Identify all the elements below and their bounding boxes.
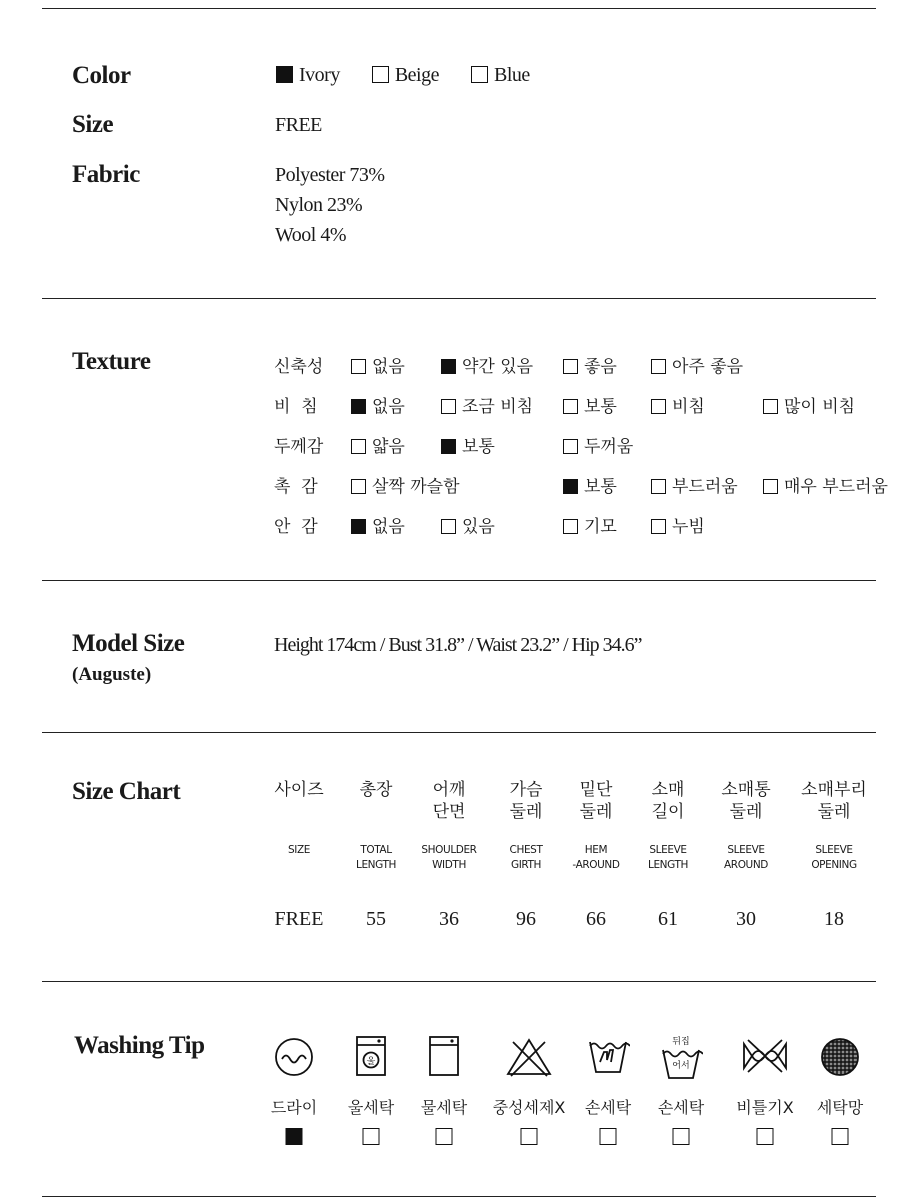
- washing-label: 울세탁: [347, 1098, 395, 1117]
- no-bleach-icon: [505, 1036, 553, 1083]
- water-wash-icon: [427, 1034, 461, 1083]
- size-col-header-en: [356, 843, 396, 873]
- checkbox[interactable]: [763, 479, 778, 494]
- laundry-net-icon: [819, 1036, 861, 1083]
- checkbox[interactable]: [651, 399, 666, 414]
- checkbox[interactable]: [351, 439, 366, 454]
- checkbox[interactable]: [441, 359, 456, 374]
- texture-option[interactable]: [441, 432, 495, 457]
- color-option-beige[interactable]: Beige: [372, 64, 439, 87]
- texture-option-label: 매우 부드러움: [784, 477, 888, 497]
- washing-label: 중성세제X: [492, 1098, 566, 1117]
- divider-model: [42, 732, 876, 733]
- checkbox[interactable]: [351, 479, 366, 494]
- checkbox[interactable]: [441, 439, 456, 454]
- texture-option-label: 비침: [672, 397, 705, 417]
- size-col-header-line: 둘레: [729, 802, 763, 822]
- texture-row-name: 두께감: [274, 437, 324, 457]
- size-value-cell: 66: [586, 908, 606, 930]
- texture-option[interactable]: [563, 392, 617, 417]
- texture-option-label: 기모: [584, 517, 617, 537]
- size-col-header: [510, 779, 543, 823]
- size-col-header-en-line: SHOULDER: [421, 844, 477, 856]
- size-value-cell: 36: [439, 908, 459, 930]
- texture-option-label: 아주 좋음: [672, 357, 744, 377]
- divider-bottom: [42, 1196, 876, 1197]
- size-col-header-en: [724, 843, 768, 873]
- size-col-header-en: [648, 843, 688, 873]
- texture-option-label: 조금 비침: [462, 397, 534, 417]
- checkbox[interactable]: [441, 399, 456, 414]
- washing-label: 손세탁: [584, 1098, 632, 1117]
- hand-wash-inside-out-icon: [659, 1034, 703, 1085]
- checkbox[interactable]: [563, 479, 578, 494]
- size-col-header-en-line: OPENING: [811, 859, 857, 871]
- size-col-header-line: 사이즈: [274, 780, 324, 800]
- size-value-cell: 61: [658, 908, 678, 930]
- texture-option[interactable]: [351, 512, 405, 537]
- texture-option-label: 좋음: [584, 357, 617, 377]
- texture-option-label: 보통: [584, 397, 617, 417]
- texture-option-label: 없음: [372, 357, 405, 377]
- texture-option[interactable]: [441, 392, 533, 417]
- texture-option[interactable]: [563, 352, 617, 377]
- size-col-header-en: [288, 843, 310, 858]
- size-col-header-line: 소매: [651, 780, 685, 800]
- dry-clean-icon: [273, 1036, 315, 1083]
- model-name: (Auguste): [72, 664, 152, 685]
- texture-option-label: 없음: [372, 397, 405, 417]
- divider-top: [42, 8, 876, 9]
- washing-label: 드라이: [270, 1098, 318, 1117]
- washing-checkbox[interactable]: [521, 1128, 538, 1145]
- texture-option[interactable]: [651, 472, 738, 497]
- texture-option-label: 있음: [462, 517, 495, 537]
- model-measurements: Height 174cm / Bust 31.8” / Waist 23.2” / Hip 34.6”: [274, 634, 642, 656]
- size-col-header-line: 가슴: [509, 780, 543, 800]
- checkbox[interactable]: [441, 519, 456, 534]
- size-col-header-line: 소매통: [721, 780, 771, 800]
- texture-option-label: 부드러움: [672, 477, 738, 497]
- texture-row-name: 촉 감: [274, 477, 318, 497]
- size-value-cell: 18: [824, 908, 844, 930]
- checkbox[interactable]: [651, 479, 666, 494]
- size-col-header-line: 총장: [359, 780, 393, 800]
- model-size-label: Model Size: [72, 630, 185, 657]
- size-col-header: [433, 779, 466, 823]
- color-option-ivory[interactable]: Ivory: [276, 64, 340, 87]
- size-col-header-en: [811, 843, 856, 873]
- divider-info: [42, 298, 876, 299]
- texture-option[interactable]: [351, 472, 460, 497]
- color-options: [276, 64, 530, 87]
- texture-option[interactable]: [563, 472, 617, 497]
- washing-label: 세탁망: [816, 1098, 864, 1117]
- washing-checkbox[interactable]: [673, 1128, 690, 1145]
- checkbox[interactable]: [372, 66, 389, 83]
- color-option-blue[interactable]: Blue: [471, 64, 530, 87]
- checkbox[interactable]: [563, 519, 578, 534]
- texture-option[interactable]: [563, 512, 617, 537]
- texture-option[interactable]: [441, 512, 495, 537]
- size-col-header-en: [421, 843, 476, 873]
- size-value: FREE: [275, 114, 322, 136]
- size-col-header-en-line: SLEEVE: [727, 844, 765, 856]
- size-col-header: [360, 779, 393, 801]
- size-col-header-en-line: AROUND: [724, 859, 768, 871]
- size-col-header-line: 둘레: [579, 802, 613, 822]
- size-value-cell: 30: [736, 908, 756, 930]
- size-col-header-line: 어깨: [432, 780, 466, 800]
- texture-option-label: 약간 있음: [462, 357, 534, 377]
- size-col-header-line: 길이: [651, 802, 685, 822]
- wool-wash-icon: [354, 1034, 388, 1083]
- texture-option[interactable]: [563, 432, 633, 457]
- size-col-header-en-line: LENGTH: [355, 859, 397, 871]
- size-value-cell: 96: [516, 908, 536, 930]
- checkbox[interactable]: [763, 399, 778, 414]
- size-col-header-line: 소매부리: [801, 780, 867, 800]
- size-col-header: [580, 779, 613, 823]
- checkbox[interactable]: [471, 66, 488, 83]
- size-col-header-en-line: GIRTH: [510, 859, 542, 871]
- size-label: Size: [72, 111, 114, 138]
- size-col-header-line: 둘레: [817, 802, 851, 822]
- size-col-header-en-line: SIZE: [288, 844, 310, 856]
- texture-option[interactable]: [651, 512, 705, 537]
- size-chart-label: Size Chart: [72, 778, 181, 805]
- size-col-header-line: 단면: [432, 802, 466, 822]
- checkbox[interactable]: [563, 399, 578, 414]
- texture-option[interactable]: [351, 432, 405, 457]
- size-col-header: [652, 779, 685, 823]
- texture-option[interactable]: [351, 392, 405, 417]
- color-label: Color: [72, 62, 131, 89]
- texture-row-name: 비 침: [274, 397, 318, 417]
- fabric-label: Fabric: [72, 161, 140, 188]
- size-col-header-en-line: LENGTH: [647, 859, 689, 871]
- texture-option[interactable]: [651, 352, 743, 377]
- size-col-header: [721, 779, 770, 823]
- texture-label: Texture: [72, 348, 151, 375]
- washing-tip-label: Washing Tip: [74, 1032, 205, 1059]
- texture-option-label: 누빔: [672, 517, 705, 537]
- washing-checkbox[interactable]: [286, 1128, 303, 1145]
- checkbox[interactable]: [563, 359, 578, 374]
- washing-checkbox[interactable]: [363, 1128, 380, 1145]
- hand-wash-icon: [586, 1036, 630, 1081]
- svg-text:어서: 어서: [672, 1061, 690, 1071]
- washing-checkbox[interactable]: [600, 1128, 617, 1145]
- size-col-header-en-line: SLEEVE: [649, 844, 687, 856]
- size-col-header-en-line: WIDTH: [432, 859, 466, 871]
- no-wring-icon: [738, 1036, 792, 1081]
- washing-checkbox[interactable]: [436, 1128, 453, 1145]
- checkbox[interactable]: [351, 359, 366, 374]
- svg-text:울: 울: [366, 1057, 376, 1067]
- texture-row-name: 신축성: [274, 357, 324, 377]
- checkbox[interactable]: [563, 439, 578, 454]
- checkbox[interactable]: [651, 359, 666, 374]
- size-col-header-line: 둘레: [509, 802, 543, 822]
- size-col-header-en-line: CHEST: [509, 844, 543, 856]
- checkbox[interactable]: [351, 399, 366, 414]
- washing-label: 물세탁: [420, 1098, 468, 1117]
- divider-size-chart: [42, 981, 876, 982]
- size-col-header: [274, 779, 323, 801]
- texture-option[interactable]: [651, 392, 705, 417]
- divider-texture: [42, 580, 876, 581]
- washing-label: 비틀기X: [736, 1098, 794, 1117]
- size-col-header-en: [572, 843, 619, 873]
- size-col-header-en-line: SLEEVE: [815, 844, 853, 856]
- texture-option[interactable]: [763, 392, 855, 417]
- texture-option-label: 보통: [584, 477, 617, 497]
- svg-text:뒤집: 뒤집: [672, 1037, 690, 1047]
- size-value-cell: FREE: [274, 908, 324, 930]
- size-col-header-en-line: -AROUND: [572, 859, 620, 871]
- texture-option-label: 없음: [372, 517, 405, 537]
- texture-option[interactable]: [351, 352, 405, 377]
- texture-option[interactable]: [763, 472, 888, 497]
- size-value-cell: 55: [366, 908, 386, 930]
- fabric-line: Nylon 23%: [275, 194, 363, 216]
- size-col-header-en: [510, 843, 543, 873]
- fabric-line: Polyester 73%: [275, 164, 385, 186]
- checkbox[interactable]: [351, 519, 366, 534]
- checkbox[interactable]: [276, 66, 293, 83]
- washing-checkbox[interactable]: [832, 1128, 849, 1145]
- texture-option-label: 얇음: [372, 437, 405, 457]
- texture-option[interactable]: [441, 352, 533, 377]
- texture-row-name: 안 감: [274, 517, 318, 537]
- texture-option-label: 보통: [462, 437, 495, 457]
- texture-option-label: 살짝 까슬함: [372, 477, 460, 497]
- texture-option-label: 두꺼움: [584, 437, 634, 457]
- size-col-header-en-line: TOTAL: [360, 844, 392, 856]
- washing-label: 손세탁: [657, 1098, 705, 1117]
- size-col-header-en-line: HEM: [584, 844, 608, 856]
- washing-checkbox[interactable]: [757, 1128, 774, 1145]
- size-col-header: [801, 779, 867, 823]
- fabric-line: Wool 4%: [275, 224, 346, 246]
- texture-option-label: 많이 비침: [784, 397, 856, 417]
- size-col-header-line: 밑단: [579, 780, 613, 800]
- checkbox[interactable]: [651, 519, 666, 534]
